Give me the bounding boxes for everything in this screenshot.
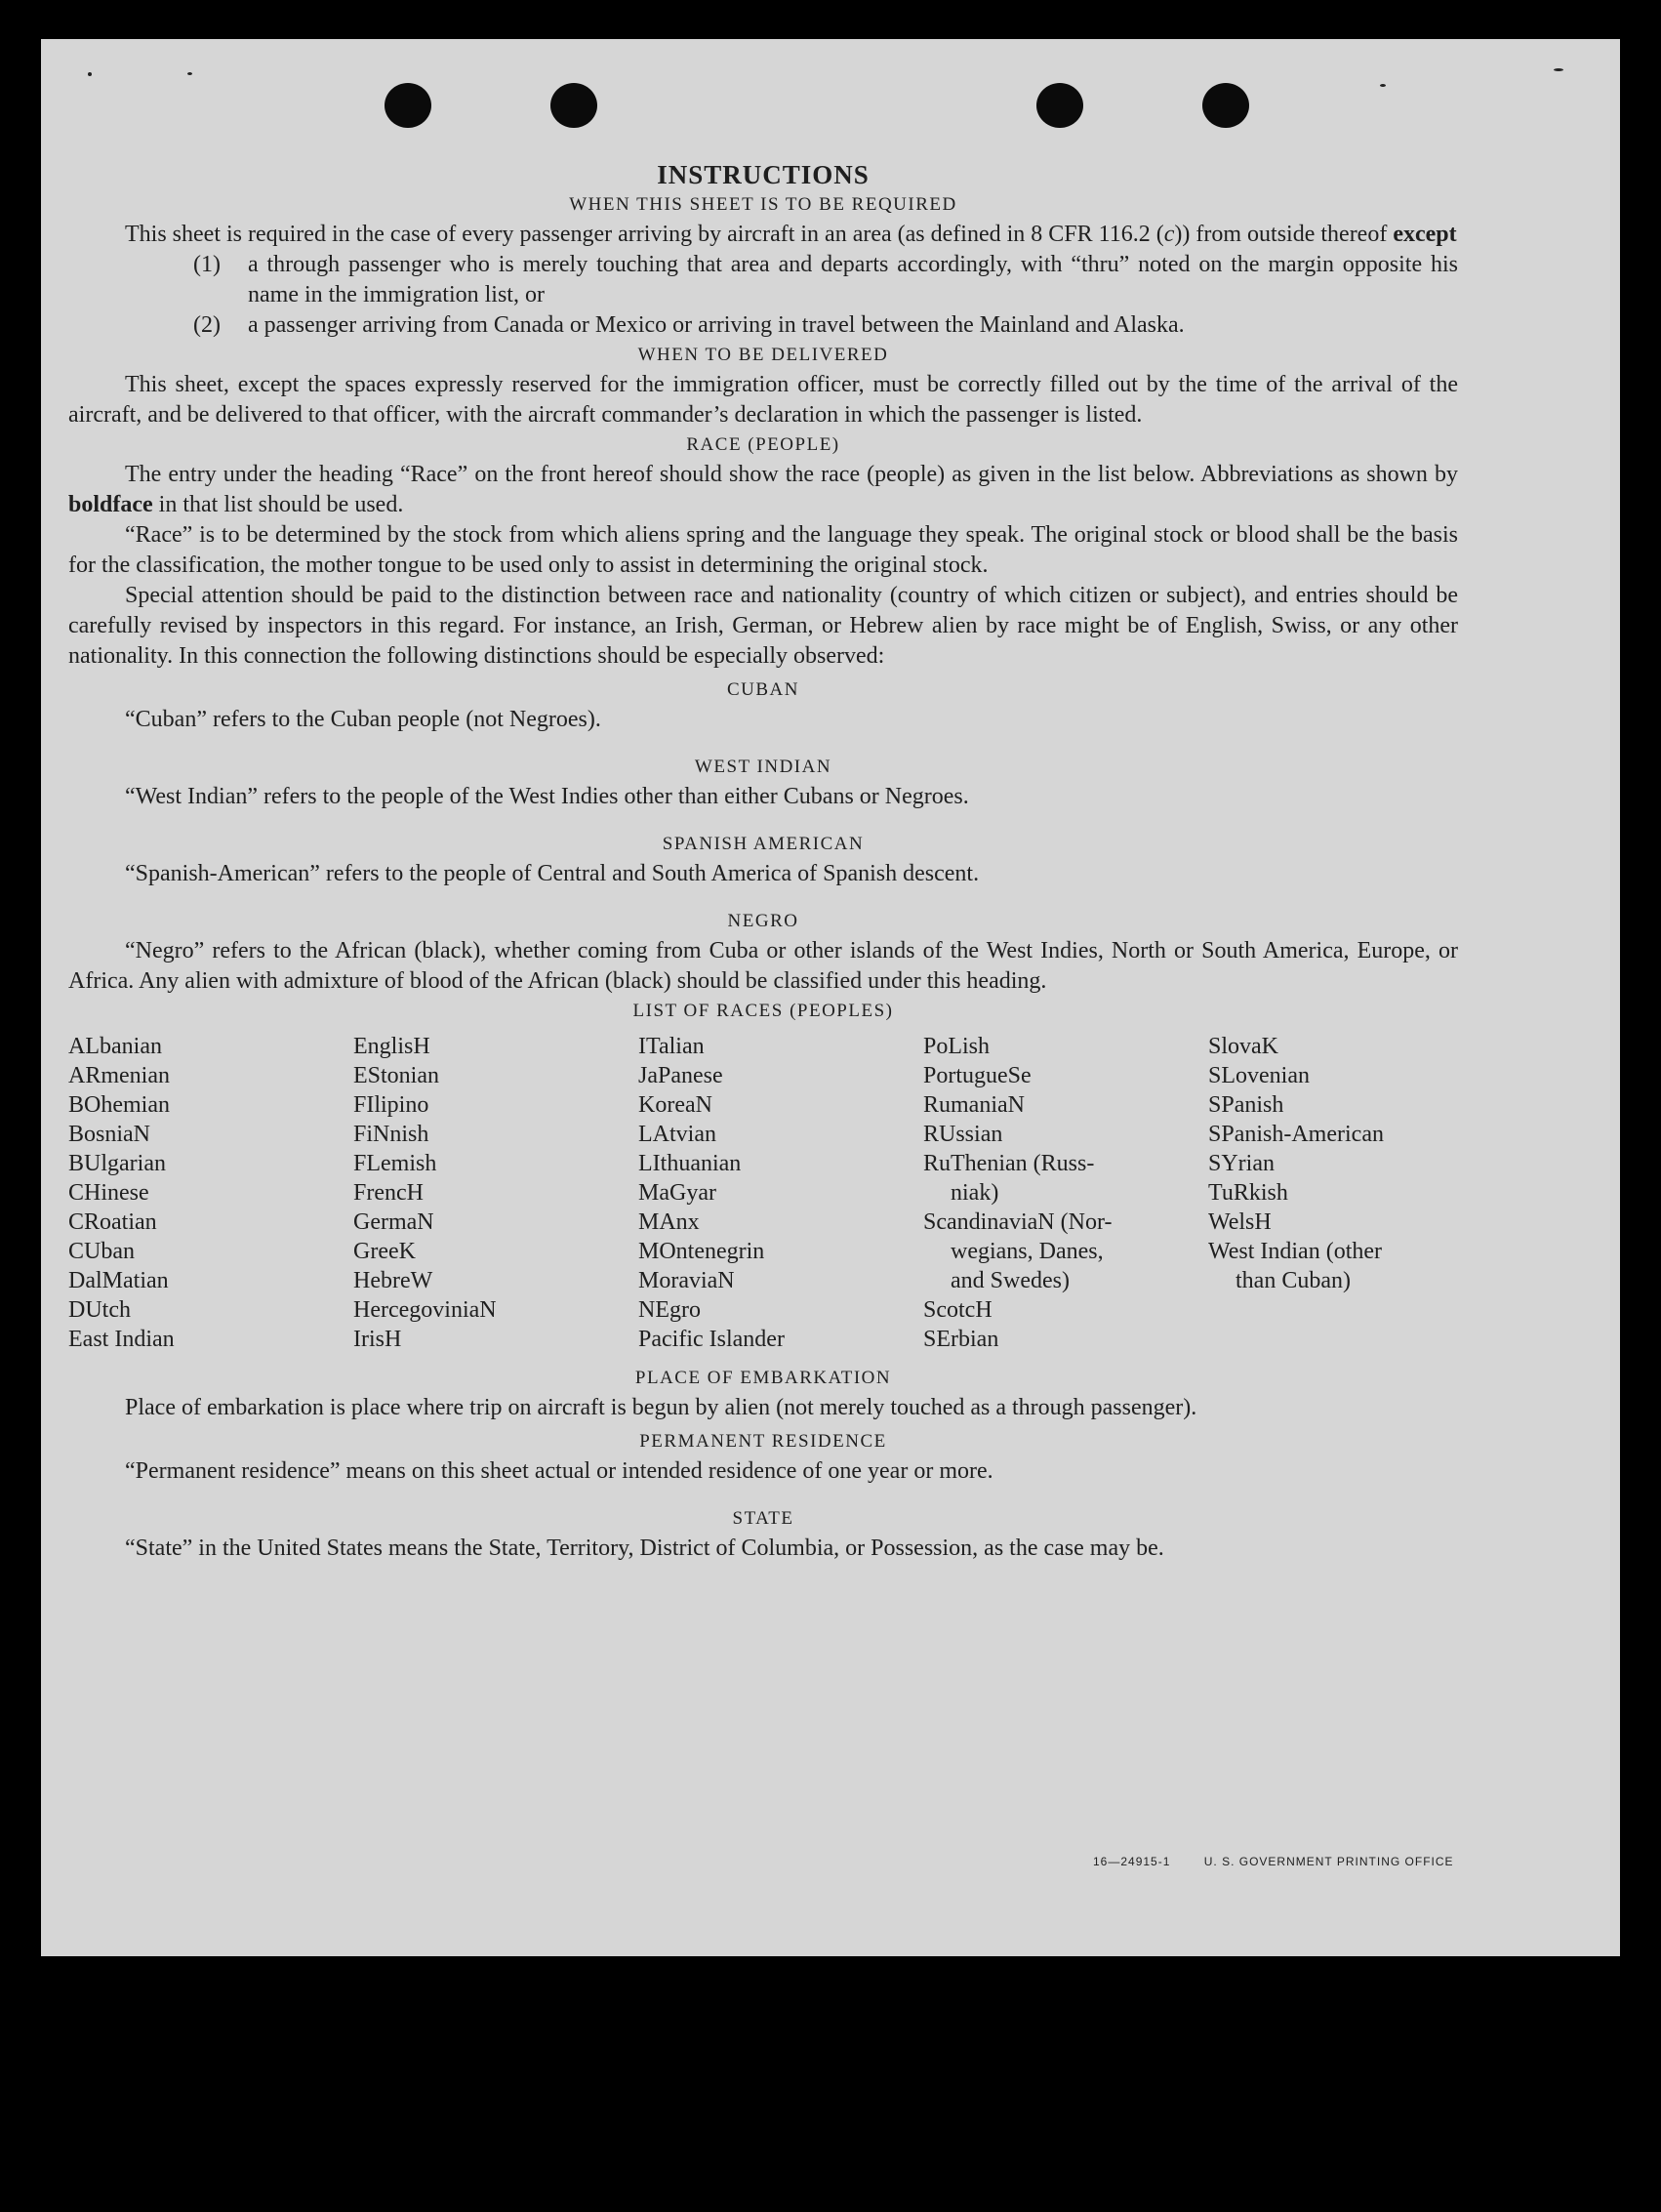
paragraph: This sheet is required in the case of every passenger arriving by aircraft in an area (as defined in 8 CFR 116.2 (c)) from outside thereof except: [125, 222, 1457, 247]
race-column: [353, 1032, 638, 1354]
race-item: ScotcH: [923, 1297, 993, 1323]
section-heading: WEST INDIAN: [694, 757, 832, 777]
race-item: CUban: [68, 1239, 135, 1264]
paragraph: “Cuban” refers to the Cuban people (not Negroes).: [125, 707, 601, 732]
race-item: LIthuanian: [638, 1151, 742, 1176]
item-text: a through passenger who is merely touching that area and departs accordingly, with “thru” noted on the margin opposite his name in the immigration list, or: [248, 252, 1458, 307]
paragraph: “West Indian” refers to the people of the West Indies other than either Cubans or Negroes.: [125, 784, 969, 809]
race-item: SlovaK: [1208, 1034, 1278, 1059]
race-item: EnglisH: [353, 1034, 430, 1059]
race-item: RUssian: [923, 1122, 1003, 1147]
paragraph: “Race” is to be determined by the stock from which aliens spring and the language they speak. The original stock or blood shall be the basis for the classification, the mother tongue to be used only to assist in determining the original stock.: [68, 522, 1458, 578]
race-item: CHinese: [68, 1180, 149, 1206]
race-item: EStonian: [353, 1063, 439, 1088]
paragraph: This sheet, except the spaces expressly reserved for the immigration officer, must be correctly filled out by the time of the arrival of the aircraft, and be delivered to that officer, with the aircraft commander’s declaration in which the passenger is listed.: [68, 372, 1458, 428]
race-item: PortugueSe: [923, 1063, 1032, 1088]
punch-hole: [385, 83, 431, 128]
race-item: BUlgarian: [68, 1151, 166, 1176]
race-item: RumaniaN: [923, 1092, 1025, 1118]
paragraph: Special attention should be paid to the distinction between race and nationality (country of which citizen or subject), and entries should be carefully revised by inspectors in this regard. For instance, an Irish, German, or Hebrew alien by race might be of English, Swiss, or any other nationality. In this connection the following distinctions should be especially observed:: [68, 583, 1458, 669]
section-heading: STATE: [732, 1508, 794, 1529]
section-heading: CUBAN: [726, 679, 799, 700]
race-item: IrisH: [353, 1327, 402, 1352]
speck: [88, 72, 92, 76]
printer-imprint: U. S. GOVERNMENT PRINTING OFFICE: [1203, 1855, 1454, 1868]
race-item: FIlipino: [353, 1092, 429, 1118]
race-item: RuThenian (Russ-: [923, 1151, 1095, 1176]
race-item: wegians, Danes,: [951, 1239, 1104, 1264]
race-item: CRoatian: [68, 1209, 157, 1235]
race-item: and Swedes): [951, 1268, 1070, 1293]
section-heading: PERMANENT RESIDENCE: [639, 1431, 887, 1452]
race-item: SPanish-American: [1208, 1122, 1384, 1147]
race-column: [68, 1032, 353, 1354]
race-item: DUtch: [68, 1297, 131, 1323]
document-sheet: [41, 39, 1620, 1956]
section-heading: RACE (PEOPLE): [686, 434, 840, 455]
paragraph: Place of embarkation is place where trip on aircraft is begun by alien (not merely touched as a through passenger).: [125, 1395, 1197, 1420]
list-item: [193, 250, 1458, 310]
race-item: MoraviaN: [638, 1268, 735, 1293]
punch-hole: [1202, 83, 1249, 128]
race-item: MAnx: [638, 1209, 700, 1235]
race-item: TuRkish: [1208, 1180, 1288, 1206]
item-number: (2): [193, 312, 221, 338]
section-heading: LIST OF RACES (PEOPLES): [632, 1001, 894, 1021]
race-item: FLemish: [353, 1151, 437, 1176]
section-heading: NEGRO: [727, 911, 799, 931]
race-item: MaGyar: [638, 1180, 716, 1206]
race-column: [1208, 1032, 1458, 1354]
race-item: Pacific Islander: [638, 1327, 785, 1352]
instructions-content: [68, 160, 1458, 1564]
race-item: SYrian: [1208, 1151, 1275, 1176]
paragraph: “Spanish-American” refers to the people of Central and South America of Spanish descent.: [125, 861, 980, 886]
race-list: [68, 1032, 1458, 1354]
race-column: [923, 1032, 1208, 1354]
race-item: BosniaN: [68, 1122, 150, 1147]
race-item: BOhemian: [68, 1092, 170, 1118]
section-heading: SPANISH AMERICAN: [662, 834, 865, 854]
race-item: SPanish: [1208, 1092, 1284, 1118]
race-item: East Indian: [68, 1327, 175, 1352]
race-item: JaPanese: [638, 1063, 723, 1088]
speck: [1554, 68, 1563, 71]
list-item: [193, 310, 1458, 341]
race-item: SErbian: [923, 1327, 999, 1352]
race-item: KoreaN: [638, 1092, 712, 1118]
paragraph: “Negro” refers to the African (black), whether coming from Cuba or other islands of the West Indies, North or South America, Europe, or Africa. Any alien with admixture of blood of the African (black) should be classified under this heading.: [68, 938, 1458, 994]
race-item: FiNnish: [353, 1122, 429, 1147]
race-item: LAtvian: [638, 1122, 716, 1147]
item-number: (1): [193, 252, 221, 277]
section-heading: WHEN TO BE DELIVERED: [637, 345, 889, 365]
race-item: PoLish: [923, 1034, 991, 1059]
race-item: WelsH: [1208, 1209, 1272, 1235]
race-item: FrencH: [353, 1180, 424, 1206]
form-number: 16—24915-1: [1093, 1855, 1171, 1868]
race-item: SLovenian: [1208, 1063, 1310, 1088]
speck: [187, 72, 192, 75]
punch-hole: [550, 83, 597, 128]
paragraph: “Permanent residence” means on this sheet actual or intended residence of one year or more.: [125, 1458, 993, 1484]
section-heading: WHEN THIS SHEET IS TO BE REQUIRED: [569, 194, 957, 215]
race-item: ITalian: [638, 1034, 705, 1059]
race-item: DalMatian: [68, 1268, 169, 1293]
race-item: ARmenian: [68, 1063, 170, 1088]
item-text: a passenger arriving from Canada or Mexico or arriving in travel between the Mainland and Alaska.: [248, 312, 1185, 338]
speck: [1380, 84, 1386, 87]
race-item: West Indian (other: [1208, 1239, 1383, 1264]
footer: [1093, 1855, 1454, 1868]
race-item: than Cuban): [1236, 1268, 1351, 1293]
race-item: ALbanian: [68, 1034, 162, 1059]
race-item: ScandinaviaN (Nor-: [923, 1209, 1113, 1235]
race-item: GreeK: [353, 1239, 416, 1264]
punch-hole: [1036, 83, 1083, 128]
race-item: NEgro: [638, 1297, 701, 1323]
race-item: MOntenegrin: [638, 1239, 765, 1264]
section-heading: PLACE OF EMBARKATION: [634, 1368, 892, 1388]
paragraph: “State” in the United States means the State, Territory, District of Columbia, or Possession, as the case may be.: [125, 1536, 1164, 1561]
race-item: GermaN: [353, 1209, 434, 1235]
race-item: HercegoviniaN: [353, 1297, 497, 1323]
race-column: [638, 1032, 923, 1354]
page-title: INSTRUCTIONS: [657, 160, 870, 189]
race-item: niak): [951, 1180, 999, 1206]
paragraph: The entry under the heading “Race” on the front hereof should show the race (people) as given in the list below. Abbreviations as shown by boldface in that list should be used.: [68, 462, 1458, 517]
race-item: HebreW: [353, 1268, 433, 1293]
